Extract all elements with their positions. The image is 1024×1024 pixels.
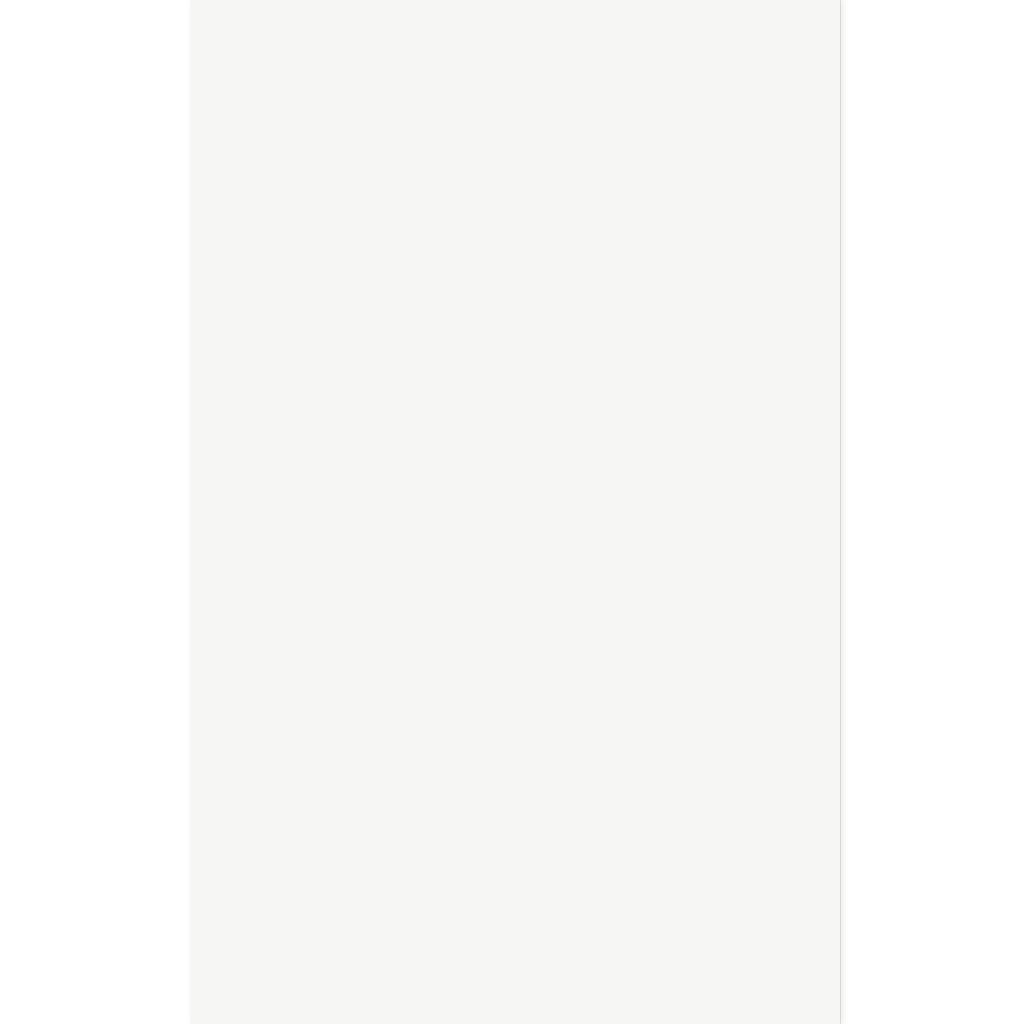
table-of-contents [228,51,824,111]
book-page [190,0,841,1024]
chapter-2-heading [228,55,824,81]
chapter-3-heading [228,85,824,111]
